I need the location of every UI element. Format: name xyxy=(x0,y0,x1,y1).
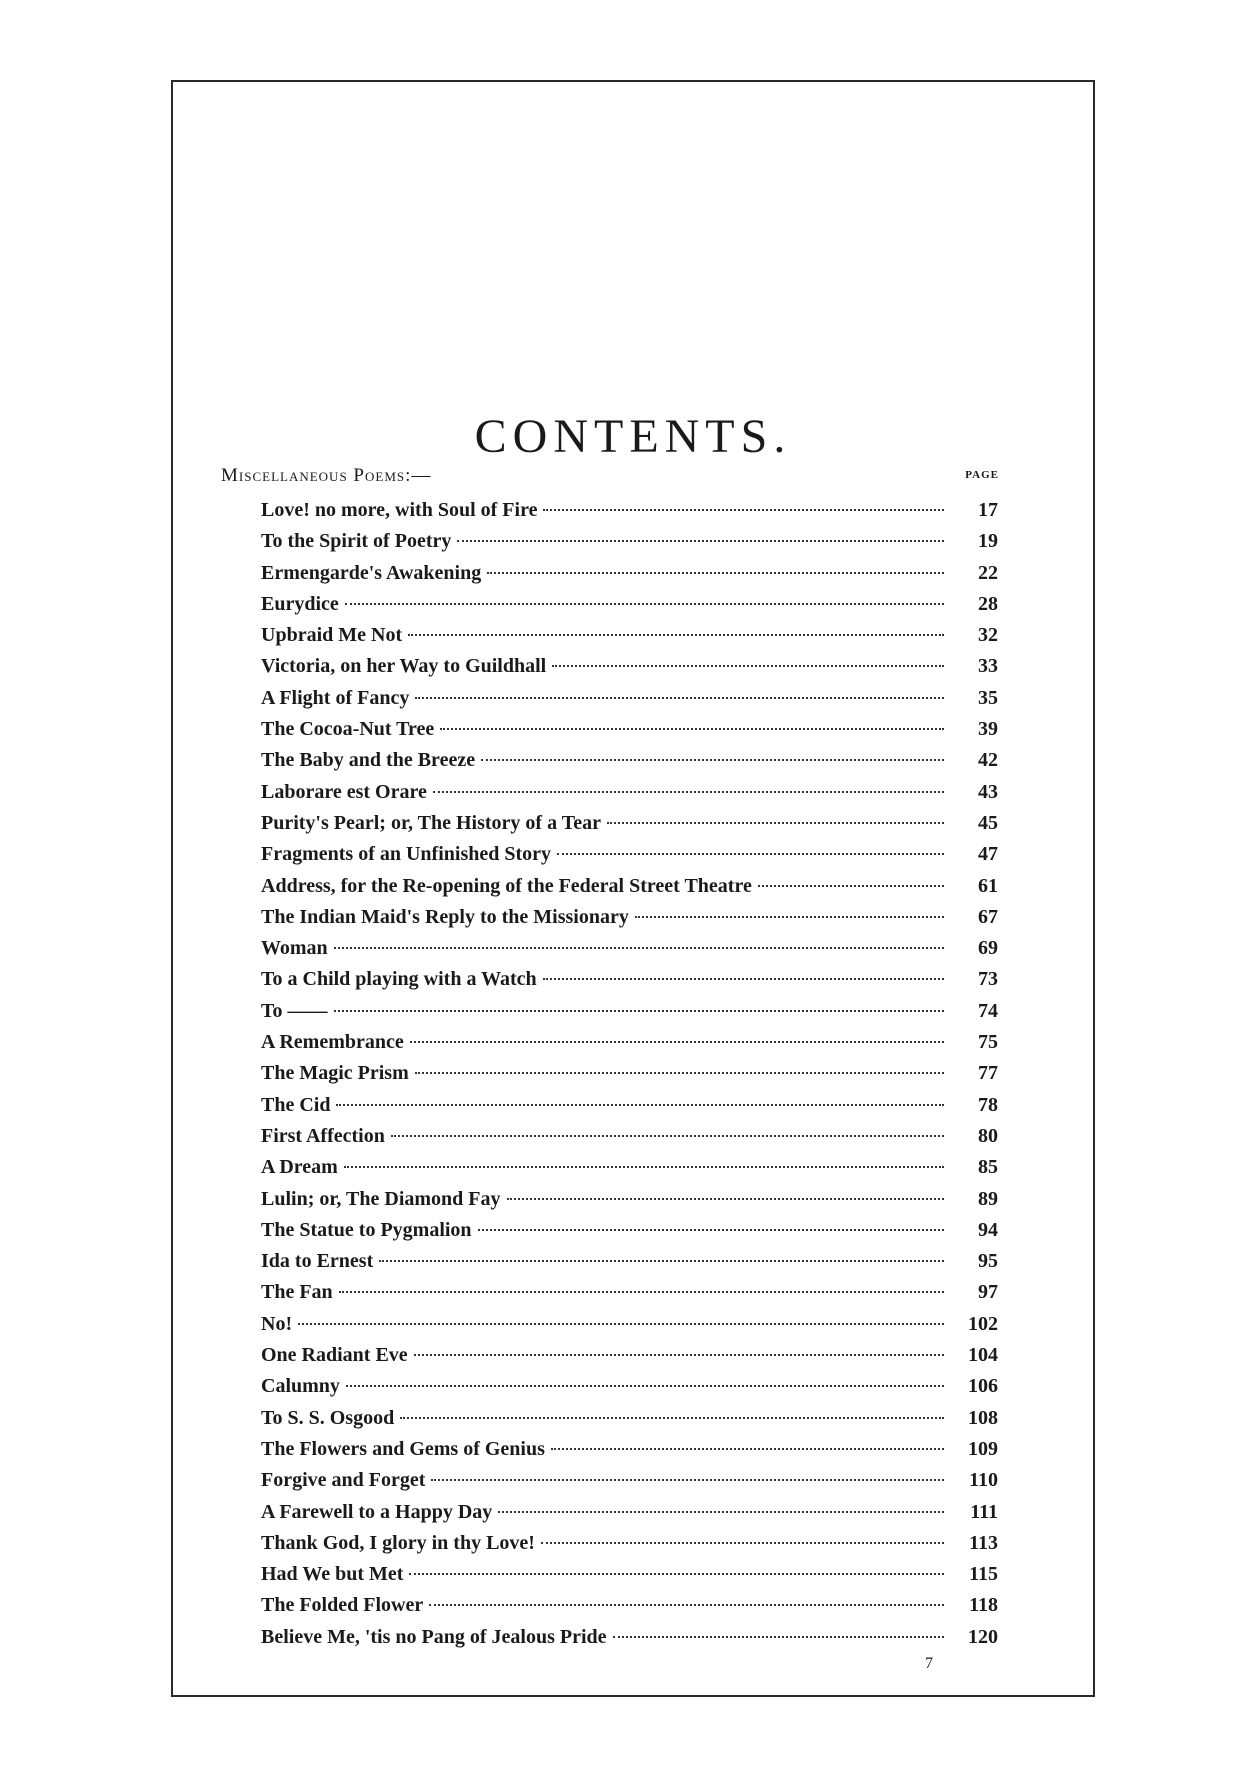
toc-entry-page: 78 xyxy=(978,1093,998,1116)
toc-entry[interactable] xyxy=(261,495,998,526)
toc-entry[interactable] xyxy=(261,1497,998,1528)
toc-entry-title: A Dream xyxy=(261,1156,338,1179)
page-frame xyxy=(171,80,1095,1697)
toc-entry-page: 95 xyxy=(978,1250,998,1273)
toc-entry[interactable] xyxy=(261,1465,998,1496)
dot-leader xyxy=(431,1479,944,1481)
toc-entry[interactable] xyxy=(261,651,998,682)
toc-entry-title: The Flowers and Gems of Genius xyxy=(261,1437,545,1460)
toc-entry-page: 104 xyxy=(968,1344,998,1367)
toc-entry-page: 106 xyxy=(968,1375,998,1398)
toc-entry-title: The Magic Prism xyxy=(261,1062,409,1085)
toc-entry-title: Believe Me, 'tis no Pang of Jealous Pride xyxy=(261,1625,607,1648)
toc-entry-title: Fragments of an Unfinished Story xyxy=(261,843,552,866)
toc-entry-page: 102 xyxy=(968,1312,998,1335)
dot-leader xyxy=(336,1104,944,1106)
dot-leader xyxy=(346,1385,944,1387)
toc-entry-title: The Fan xyxy=(261,1281,333,1304)
dot-leader xyxy=(541,1542,944,1544)
toc-entry-title: Love! no more, with Soul of Fire xyxy=(261,499,538,521)
toc-entry-page: 33 xyxy=(978,655,998,678)
toc-entry[interactable] xyxy=(261,589,998,620)
toc-entry[interactable] xyxy=(261,839,998,870)
toc-entry-page: 85 xyxy=(978,1156,998,1179)
dot-leader xyxy=(400,1417,944,1419)
toc-entry-title: The Statue to Pygmalion xyxy=(261,1218,472,1241)
toc-entry-title: No! xyxy=(261,1312,293,1335)
toc-entry-page: 42 xyxy=(978,749,998,772)
dot-leader xyxy=(410,1041,944,1043)
toc-entry-page: 28 xyxy=(978,592,998,615)
toc-entry-title: A Remembrance xyxy=(261,1031,404,1054)
toc-entry-title: Ermengarde's Awakening xyxy=(261,561,482,584)
toc-entry-title: To —— xyxy=(261,999,328,1022)
toc-entry-title: The Indian Maid's Reply to the Missionary xyxy=(261,905,629,928)
toc-entry-page: 22 xyxy=(978,561,998,584)
dot-leader xyxy=(298,1323,944,1325)
section-heading: Miscellaneous Poems:— xyxy=(221,465,432,486)
toc-entry[interactable] xyxy=(261,1622,998,1653)
toc-entry[interactable] xyxy=(261,620,998,651)
toc-entry[interactable] xyxy=(261,745,998,776)
folio-number: 7 xyxy=(925,1655,933,1672)
dot-leader xyxy=(613,1636,944,1638)
toc-entry[interactable] xyxy=(261,1590,998,1621)
dot-leader xyxy=(440,728,944,730)
dot-leader xyxy=(607,822,944,824)
dot-leader xyxy=(339,1291,944,1293)
toc-entry-title: A Farewell to a Happy Day xyxy=(261,1500,493,1523)
dot-leader xyxy=(543,978,944,980)
toc-entry-page: 94 xyxy=(978,1218,998,1241)
dot-leader xyxy=(429,1604,944,1606)
toc-entry-title: Forgive and Forget xyxy=(261,1469,426,1492)
toc-entry[interactable] xyxy=(261,1403,998,1434)
dot-leader xyxy=(379,1260,944,1262)
dot-leader xyxy=(487,572,944,574)
toc-entry[interactable] xyxy=(261,777,998,808)
page-title: CONTENTS. xyxy=(474,410,792,464)
toc-entry-page: 74 xyxy=(978,999,998,1022)
dot-leader xyxy=(409,1573,944,1575)
toc-entry[interactable] xyxy=(261,683,998,714)
toc-entry-title: Purity's Pearl; or, The History of a Tear xyxy=(261,811,601,834)
toc-entry[interactable] xyxy=(261,558,998,589)
toc-list xyxy=(261,495,998,1653)
toc-entry[interactable] xyxy=(261,526,998,557)
dot-leader xyxy=(408,634,944,636)
toc-entry-page: 110 xyxy=(969,1469,998,1492)
toc-entry-title: The Baby and the Breeze xyxy=(261,749,476,772)
dot-leader xyxy=(334,947,944,949)
toc-entry[interactable] xyxy=(261,1121,998,1152)
dot-leader xyxy=(557,853,944,855)
toc-entry-title: One Radiant Eve xyxy=(261,1344,408,1367)
page-column-label: PAGE xyxy=(965,469,999,481)
toc-entry-page: 61 xyxy=(978,874,998,897)
toc-entry-title: The Folded Flower xyxy=(261,1594,424,1617)
dot-leader xyxy=(481,759,944,761)
toc-entry-title: Laborare est Orare xyxy=(261,780,427,803)
toc-entry-title: Woman xyxy=(261,937,328,960)
toc-entry-title: Thank God, I glory in thy Love! xyxy=(261,1531,535,1554)
toc-entry-title: The Cid xyxy=(261,1093,331,1116)
dot-leader xyxy=(334,1010,944,1012)
toc-entry-page: 32 xyxy=(978,624,998,647)
toc-entry-page: 89 xyxy=(978,1187,998,1210)
toc-entry[interactable] xyxy=(261,1559,998,1590)
toc-entry[interactable] xyxy=(261,1528,998,1559)
toc-entry[interactable] xyxy=(261,1215,998,1246)
toc-entry[interactable] xyxy=(261,1371,998,1402)
toc-entry-page: 17 xyxy=(978,499,998,521)
dot-leader xyxy=(433,791,944,793)
dot-leader xyxy=(551,1448,944,1450)
toc-entry-page: 43 xyxy=(978,780,998,803)
toc-entry[interactable] xyxy=(261,964,998,995)
toc-entry-title: First Affection xyxy=(261,1124,385,1147)
toc-entry[interactable] xyxy=(261,1434,998,1465)
dot-leader xyxy=(478,1229,944,1231)
toc-entry-title: To a Child playing with a Watch xyxy=(261,968,537,991)
toc-entry-title: Eurydice xyxy=(261,592,339,615)
toc-entry-page: 118 xyxy=(969,1594,998,1617)
dot-leader xyxy=(391,1135,944,1137)
toc-entry-page: 75 xyxy=(978,1031,998,1054)
dot-leader xyxy=(415,1072,944,1074)
toc-entry-page: 73 xyxy=(978,968,998,991)
dot-leader xyxy=(414,1354,944,1356)
toc-entry[interactable] xyxy=(261,1340,998,1371)
toc-entry[interactable] xyxy=(261,996,998,1027)
toc-entry[interactable] xyxy=(261,902,998,933)
dot-leader xyxy=(543,509,944,511)
toc-entry-page: 19 xyxy=(978,530,998,553)
toc-entry-title: Calumny xyxy=(261,1375,340,1398)
toc-entry[interactable] xyxy=(261,1027,998,1058)
toc-entry[interactable] xyxy=(261,1277,998,1308)
toc-entry-page: 109 xyxy=(968,1437,998,1460)
toc-entry[interactable] xyxy=(261,808,998,839)
toc-entry-page: 113 xyxy=(969,1531,998,1554)
toc-entry-title: Victoria, on her Way to Guildhall xyxy=(261,655,547,678)
dot-leader xyxy=(457,540,944,542)
toc-entry-page: 67 xyxy=(978,905,998,928)
toc-entry-page: 80 xyxy=(978,1124,998,1147)
toc-entry-title: Lulin; or, The Diamond Fay xyxy=(261,1187,501,1210)
toc-entry[interactable] xyxy=(261,1090,998,1121)
toc-entry-page: 97 xyxy=(978,1281,998,1304)
dot-leader xyxy=(415,697,944,699)
toc-entry[interactable] xyxy=(261,1058,998,1089)
toc-entry-title: A Flight of Fancy xyxy=(261,686,410,709)
toc-entry-title: Address, for the Re-opening of the Federal Street Theatre xyxy=(261,874,752,897)
toc-entry[interactable] xyxy=(261,1246,998,1277)
dot-leader xyxy=(758,885,944,887)
toc-entry[interactable] xyxy=(261,1309,998,1340)
toc-entry[interactable] xyxy=(261,1152,998,1183)
dot-leader xyxy=(507,1198,944,1200)
toc-entry-page: 108 xyxy=(968,1406,998,1429)
toc-entry[interactable] xyxy=(261,871,998,902)
toc-entry-page: 77 xyxy=(978,1062,998,1085)
toc-entry-page: 111 xyxy=(970,1500,998,1523)
toc-entry-page: 45 xyxy=(978,811,998,834)
toc-entry-page: 69 xyxy=(978,937,998,960)
toc-entry-page: 47 xyxy=(978,843,998,866)
toc-entry-title: Ida to Ernest xyxy=(261,1250,374,1273)
toc-entry-page: 39 xyxy=(978,718,998,741)
dot-leader xyxy=(345,603,944,605)
toc-entry[interactable] xyxy=(261,933,998,964)
dot-leader xyxy=(498,1511,944,1513)
toc-entry-title: To the Spirit of Poetry xyxy=(261,530,452,553)
toc-entry[interactable] xyxy=(261,714,998,745)
toc-entry-title: Had We but Met xyxy=(261,1563,404,1586)
toc-entry-page: 35 xyxy=(978,686,998,709)
dot-leader xyxy=(552,665,944,667)
toc-entry-title: To S. S. Osgood xyxy=(261,1406,395,1429)
toc-entry-page: 120 xyxy=(968,1625,998,1648)
toc-entry-page: 115 xyxy=(969,1563,998,1586)
dot-leader xyxy=(635,916,944,918)
toc-entry[interactable] xyxy=(261,1184,998,1215)
toc-entry-title: Upbraid Me Not xyxy=(261,624,403,647)
toc-entry-title: The Cocoa-Nut Tree xyxy=(261,718,435,741)
dot-leader xyxy=(344,1166,944,1168)
